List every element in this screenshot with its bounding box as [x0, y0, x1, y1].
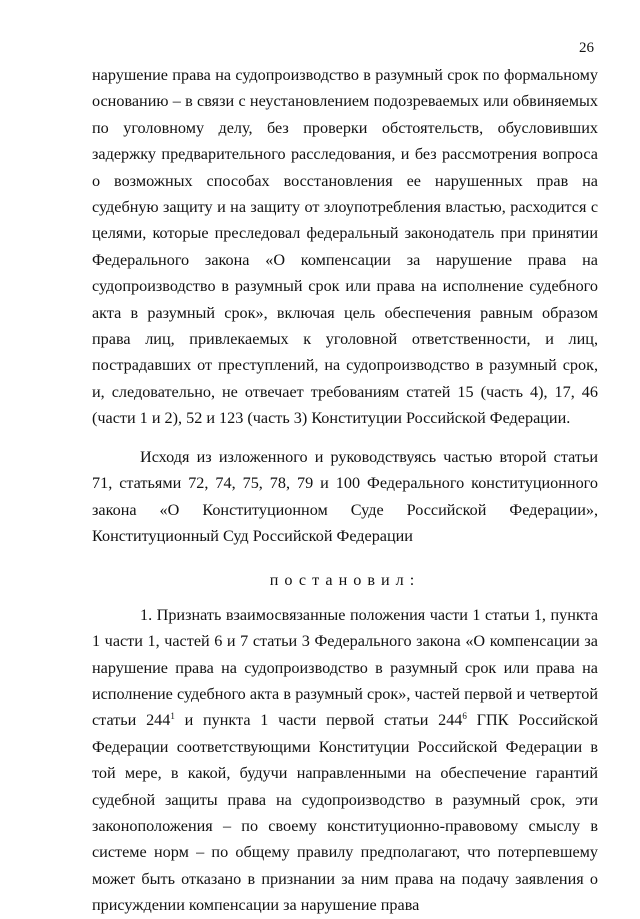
paragraph-3-part-c: ГПК Российской Федерации соответствующими Конституции Российской Федерации в той мере, в какой, будучи направленными на обеспечение гарантий судебной защиты права на судопроизводство в разумный срок, эти законоположения – по своему конституционно-правовому смыслу в системе норм – по общему правилу предполагают, что потерпевшему может быть отказано в признании за ним права на подачу заявления о присуждении компенсации за нарушение права: [92, 711, 598, 915]
document-body: [92, 62, 598, 919]
paragraph-gap: [92, 432, 598, 444]
paragraph-3: [92, 602, 598, 919]
resolution-heading: постановил:: [269, 571, 421, 590]
superscript-6: 6: [462, 711, 467, 722]
page-number: 26: [579, 40, 594, 56]
paragraph-1: нарушение права на судопроизводство в разумный срок по формальному основанию – в связи с неустановлением подозреваемых или обвиняемых по уголовному делу, без проверки обстоятельств, обусловивших задержку предварительного расследования, и без рассмотрения вопроса о возможных способах восстановления ее нарушенных прав на судебную защиту и на защиту от злоупотребления властью, расходится с целями, которые преследовал федеральный законодатель при принятии Федерального закона «О компенсации за нарушение права на судопроизводство в разумный срок или права на исполнение судебного акта в разумный срок», включая цель обеспечения равным образом права лиц, привлекаемых к уголовной ответственности, и лиц, пострадавших от преступлений, на судопроизводство в разумный срок, и, следовательно, не отвечает требованиям статей 15 (часть 4), 17, 46 (части 1 и 2), 52 и 123 (часть 3) Конституции Российской Федерации.: [92, 66, 598, 428]
paragraph-3-part-a: 1. Признать взаимосвязанные положения части 1 статьи 1, пункта 1 части 1, частей 6 и 7 статьи 3 Федерального закона «О компенсации за нарушение права на судопроизводство в разумный срок или права на исполнение судебного акта в разумный срок», частей первой и четвертой статьи 244: [92, 605, 598, 730]
paragraph-2: Исходя из изложенного и руководствуясь частью второй статьи 71, статьями 72, 74, 75, 78, 79 и 100 Федерального конституционного закона «О Конституционном Суде Российской Федерации», Конституционный Суд Российской Федерации: [92, 447, 598, 545]
paragraph-3-part-b: и пункта 1 части первой статьи 244: [174, 711, 463, 730]
superscript-1: 1: [170, 711, 175, 722]
